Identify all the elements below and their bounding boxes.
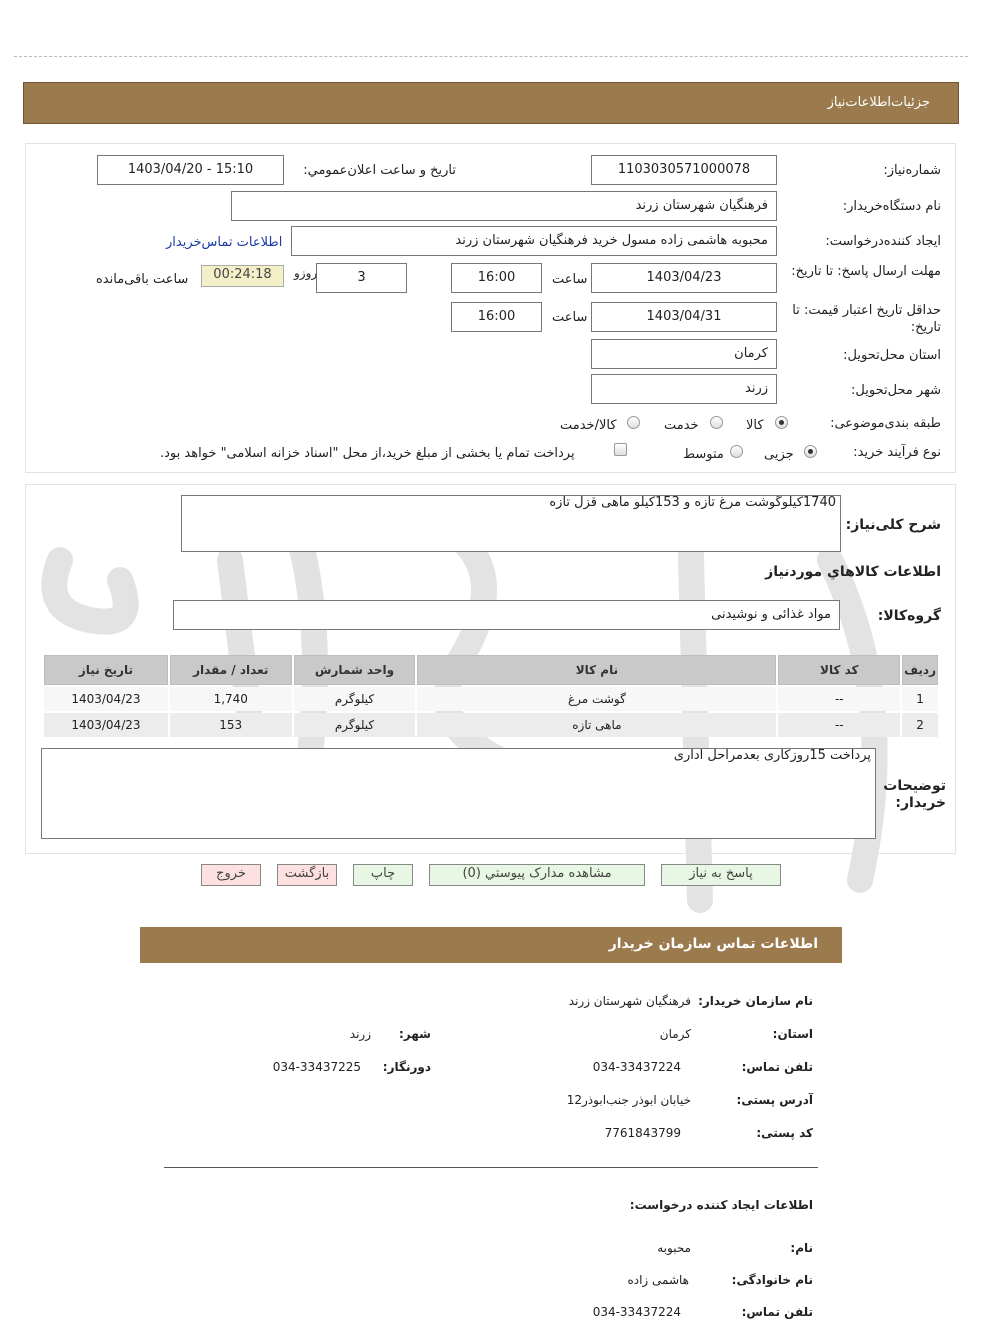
- city-field[interactable]: زرند: [591, 374, 777, 404]
- category-radio-goods[interactable]: [775, 416, 788, 429]
- contact-city-label: شهر:: [399, 1027, 431, 1041]
- summary-textarea[interactable]: 1740کیلوگوشت مرغ تازه و 153کیلو ماهی قزل تازه: [181, 495, 841, 552]
- category-both-label: کالا/خدمت: [560, 418, 617, 433]
- col-row: ردیف: [902, 655, 938, 685]
- cell-qty: 1,740: [170, 687, 292, 711]
- process-radio-medium[interactable]: [730, 445, 743, 458]
- page-header: [23, 82, 959, 124]
- province-field[interactable]: کرمان: [591, 339, 777, 369]
- goods-info-title: اطلاعات کالاهاي مورد‌نیاز: [765, 564, 941, 580]
- city-label: شهر محل‌تحویل:: [851, 383, 941, 398]
- contact-province-label: استان:: [772, 1027, 813, 1041]
- treasury-checkbox[interactable]: [614, 443, 627, 456]
- contact-org-value: فرهنگیان شهرستان زرند: [568, 994, 691, 1008]
- contact-phone-label: تلفن تماس:: [741, 1060, 813, 1074]
- group-field[interactable]: مواد غذائی و نوشیدنی: [173, 600, 840, 630]
- countdown-timer: 00:24:18: [201, 265, 284, 287]
- process-radio-minor[interactable]: [804, 445, 817, 458]
- group-label: گروه‌کالا:: [877, 608, 941, 624]
- creator-field[interactable]: محبوبه هاشمی زاده مسول خرید فرهنگیان شهرستان زرند: [291, 226, 777, 256]
- col-unit: واحد شمارش: [294, 655, 416, 685]
- cell-unit: کیلوگرم: [294, 713, 416, 737]
- contact-fax-label: دورنگار:: [382, 1060, 431, 1074]
- table-row: [44, 713, 938, 737]
- contact-city-value: زرند: [349, 1027, 371, 1041]
- cell-name: گوشت مرغ: [417, 687, 776, 711]
- creator-phone-value: 034-33437224: [592, 1305, 681, 1319]
- announce-label: تاریخ و ساعت اعلان‌عمومي:: [303, 163, 456, 178]
- col-name: نام کالا: [417, 655, 776, 685]
- validity-time-label: ساعت: [552, 310, 588, 325]
- category-radio-service[interactable]: [710, 416, 723, 429]
- cell-row: 1: [902, 687, 938, 711]
- category-radio-both[interactable]: [627, 416, 640, 429]
- creator-family-label: نام خانوادگی:: [731, 1273, 813, 1287]
- back-button[interactable]: بازگشت: [277, 864, 337, 886]
- buyer-org-label: نام دستگاه‌خریدار:: [842, 199, 941, 214]
- cell-unit: کیلوگرم: [294, 687, 416, 711]
- province-label: استان محل‌تحویل:: [843, 348, 941, 363]
- category-goods-label: کالا: [746, 418, 764, 433]
- announce-field[interactable]: 1403/04/20 - 15:10: [97, 155, 284, 185]
- contact-title: اطلاعات تماس سازمان خریدار: [608, 936, 818, 952]
- contact-address-label: آدرس پستی:: [736, 1093, 813, 1107]
- notes-label: توضیحات خریدار:: [883, 778, 946, 811]
- deadline-time-field[interactable]: 16:00: [451, 263, 542, 293]
- attachments-button[interactable]: مشاهده مدارک پیوستي (0): [429, 864, 645, 886]
- cell-name: ماهی تازه: [417, 713, 776, 737]
- deadline-label: مهلت ارسال پاسخ: تا تاریخ:: [791, 264, 941, 279]
- page-title: جزئیات‌اطلاعات‌نیاز: [827, 95, 930, 110]
- cell-date: 1403/04/23: [44, 713, 168, 737]
- cell-code: --: [778, 687, 900, 711]
- contact-postal-label: کد پستی:: [756, 1126, 813, 1140]
- creator-family-value: هاشمی زاده: [627, 1273, 689, 1287]
- notes-textarea[interactable]: پرداخت 15روزکاری بعدمراحل اداری: [41, 748, 876, 839]
- validity-time-field[interactable]: 16:00: [451, 302, 542, 332]
- process-minor-label: جزیی: [764, 447, 794, 462]
- print-button[interactable]: چاپ: [353, 864, 413, 886]
- respond-button[interactable]: پاسخ به نیاز: [661, 864, 781, 886]
- contact-org-label: نام سازمان خریدار:: [698, 994, 813, 1008]
- cell-qty: 153: [170, 713, 292, 737]
- cell-row: 2: [902, 713, 938, 737]
- items-table: [42, 653, 940, 739]
- contact-fax-value: 034-33437225: [272, 1060, 361, 1074]
- col-code: کد کالا: [778, 655, 900, 685]
- category-label: طبقه بندی‌موضوعی:: [830, 416, 941, 431]
- col-qty: تعداد / مقدار: [170, 655, 292, 685]
- remaining-label: ساعت باقی‌مانده: [96, 272, 189, 287]
- contact-header: [140, 927, 842, 963]
- deadline-date-field[interactable]: 1403/04/23: [591, 263, 777, 293]
- cell-date: 1403/04/23: [44, 687, 168, 711]
- contact-postal-value: 7761843799: [604, 1126, 681, 1140]
- contact-phone-value: 034-33437224: [592, 1060, 681, 1074]
- category-service-label: خدمت: [664, 418, 699, 433]
- buyer-contact-link[interactable]: اطلاعات تماس‌خریدار: [166, 235, 283, 250]
- creator-info-title: اطلاعات ایجاد کننده درخواست:: [629, 1198, 813, 1212]
- col-date: تاریخ نیاز: [44, 655, 168, 685]
- creator-name-value: محبوبه: [657, 1241, 691, 1255]
- days-label: روزو: [294, 266, 318, 280]
- buyer-org-field[interactable]: فرهنگیان شهرستان زرند: [231, 191, 777, 221]
- treasury-note: پرداخت تمام یا بخشی از مبلغ خرید،از محل "اسناد خزانه اسلامی" خواهد بود.: [160, 446, 575, 461]
- process-medium-label: متوسط: [683, 447, 724, 462]
- creator-label: ایجاد کننده‌درخواست:: [825, 234, 941, 249]
- need-number-field[interactable]: 1103030571000078: [591, 155, 777, 185]
- summary-label: شرح کلی‌نیاز:: [845, 517, 941, 533]
- validity-label: حداقل تاریخ اعتبار قیمت: تا تاریخ:: [792, 303, 941, 335]
- process-label: نوع فرآیند خرید:: [853, 445, 941, 460]
- creator-phone-label: تلفن تماس:: [741, 1305, 813, 1319]
- deadline-time-label: ساعت: [552, 272, 588, 287]
- top-divider: [14, 56, 968, 57]
- table-header-row: [44, 655, 938, 685]
- exit-button[interactable]: خروج: [201, 864, 261, 886]
- days-field[interactable]: 3: [316, 263, 407, 293]
- contact-province-value: کرمان: [659, 1027, 691, 1041]
- creator-name-label: نام:: [790, 1241, 813, 1255]
- need-number-label: شماره‌نیاز:: [883, 163, 941, 178]
- cell-code: --: [778, 713, 900, 737]
- contact-divider: [164, 1167, 818, 1168]
- contact-address-value: خیابان ابوذر جنب‌ابوذر12: [566, 1093, 691, 1107]
- validity-date-field[interactable]: 1403/04/31: [591, 302, 777, 332]
- table-row: [44, 687, 938, 711]
